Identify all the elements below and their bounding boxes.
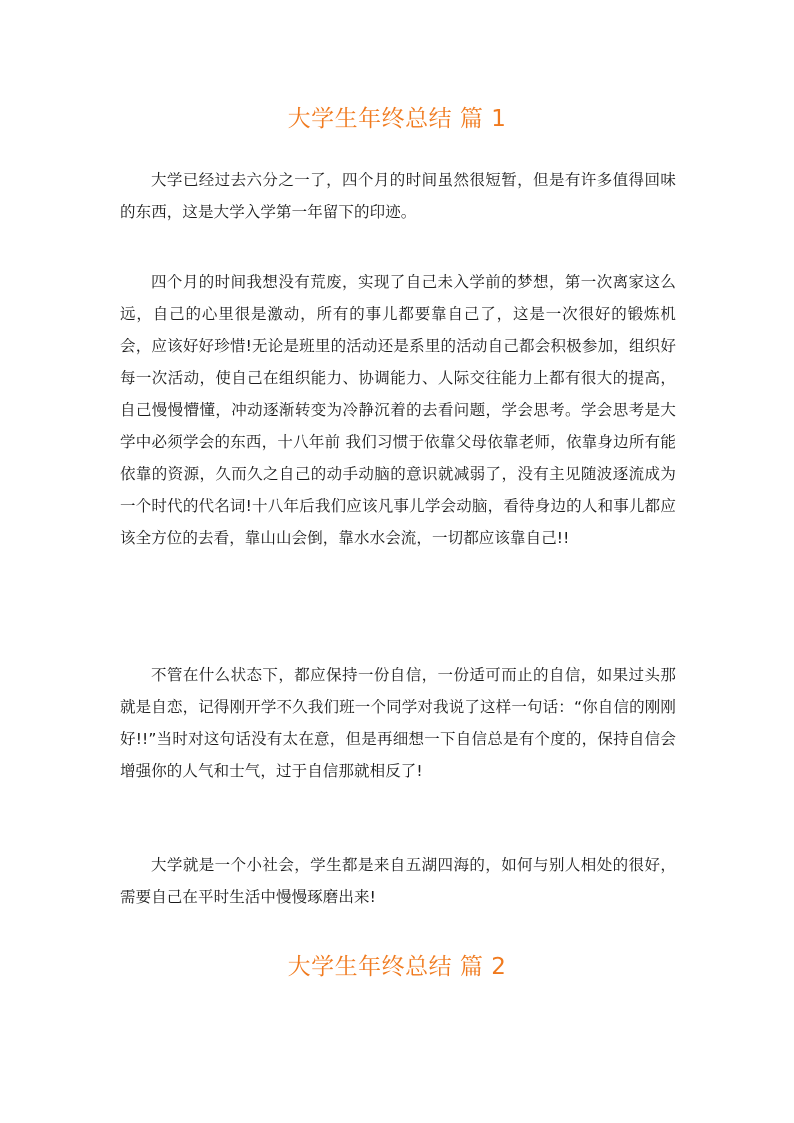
section-1-title: 大学生年终总结 篇 1 <box>287 106 507 132</box>
section-1-paragraph-1: 大学已经过去六分之一了，四个月的时间虽然很短暂，但是有许多值得回味的东西，这是大学入学第一年留下的印迹。 <box>120 171 676 221</box>
section-1-paragraph-4: 大学就是一个小社会，学生都是来自五湖四海的，如何与别人相处的很好，需要自己在平时生活中慢慢琢磨出来! <box>120 856 676 906</box>
section-2-title: 大学生年终总结 篇 2 <box>287 954 507 980</box>
section-1-paragraph-2: 四个月的时间我想没有荒废，实现了自己未入学前的梦想，第一次离家这么远，自己的心里很是激动，所有的事儿都要靠自己了，这是一次很好的锻炼机会，应该好好珍惜!无论是班里的活动还是系里的活动自己都会积极参加，组织好每一次活动，使自己在组织能力、协调能力、人际交往能力上都有很大的提高，自己慢慢懵懂，冲动逐渐转变为冷静沉着的去看问题，学会思考。学会思考是大学中必须学会的东西，十八年前 我们习惯于依靠父母依靠老师，依靠身边所有能依靠的资源，久而久之自己的动手动脑的意识就减弱了，没有主见随波逐流成为一个时代的代名词!十八年后我们应该凡事儿学会动脑，看待身边的人和事儿都应该全方位的去看，靠山山会倒，靠水水会流，一切都应该靠自己!! <box>120 273 676 547</box>
section-1-paragraph-3: 不管在什么状态下，都应保持一份自信，一份适可而止的自信，如果过头那就是自恋，记得刚开学不久我们班一个同学对我说了这样一句话：“你自信的刚刚好!!”当时对这句话没有太在意，但是再细想一下自信总是有个度的，保持自信会增强你的人气和士气，过于自信那就相反了! <box>120 666 676 780</box>
